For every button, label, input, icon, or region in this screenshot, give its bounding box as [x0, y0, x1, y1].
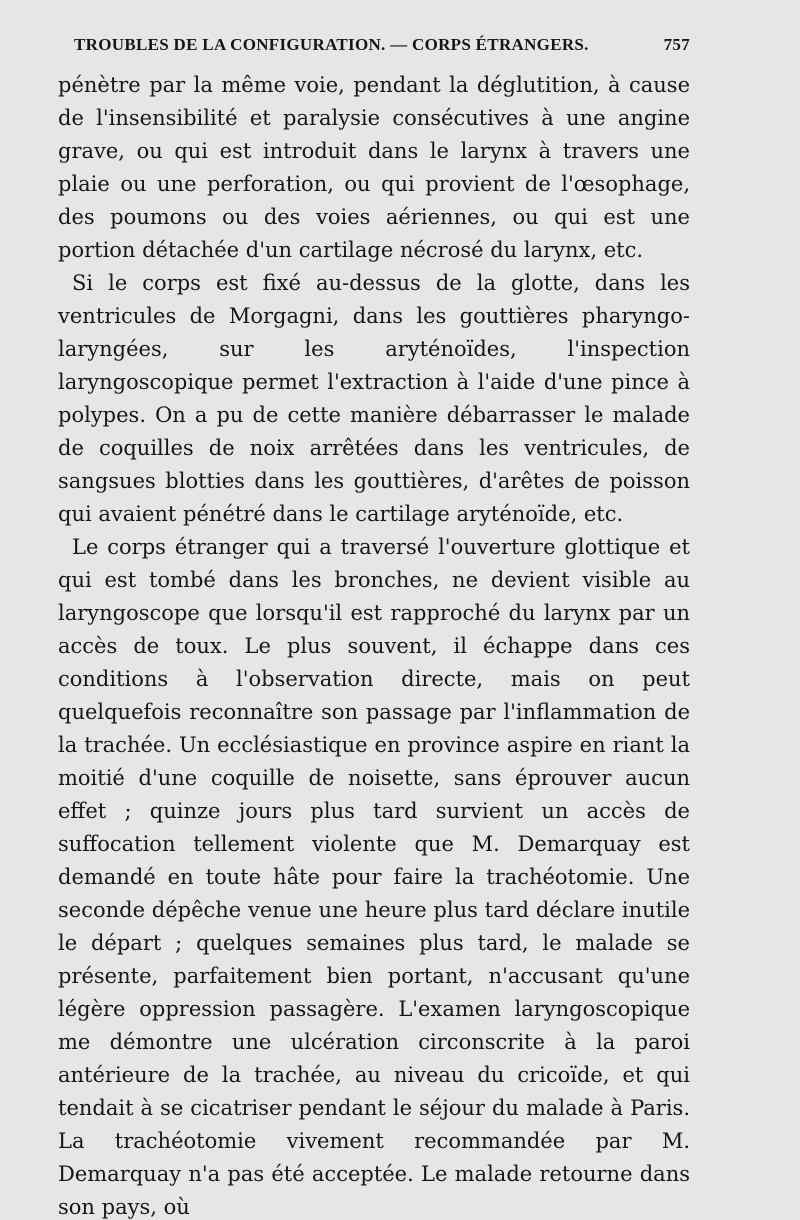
- page-header: [74, 35, 690, 59]
- paragraph-laryngoscopic-extraction: Si le corps est fixé au-dessus de la glotte, dans les ventricules de Morgagni, dans les gouttières pharyngo-laryngées, sur les aryténoïdes, l'inspection laryngoscopique permet l'extraction à l'aide d'une pince à polypes. On a pu de cette manière débarrasser le malade de coquilles de noix arrêtées dans les ventricules, de sangsues blotties dans les gouttières, d'arêtes de poisson qui avaient pénétré dans le cartilage aryténoïde, etc.: [58, 271, 690, 526]
- paragraph-continuation: pénètre par la même voie, pendant la déglutition, à cause de l'insensibilité et paralysie consécutives à une angine grave, ou qui est introduit dans le larynx à travers une plaie ou une perforation, ou qui provient de l'œsophage, des poumons ou des voies aériennes, ou qui est une portion détachée d'un cartilage nécrosé du larynx, etc.: [58, 73, 690, 262]
- body-text: [58, 69, 690, 1220]
- page-number: 757: [663, 35, 690, 54]
- running-title: TROUBLES DE LA CONFIGURATION. — CORPS ÉTRANGERS.: [74, 35, 589, 54]
- paragraph-bronchial-foreign-body: Le corps étranger qui a traversé l'ouverture glottique et qui est tombé dans les bronches, ne devient visible au laryngoscope que lorsqu'il est rapproché du larynx par un accès de toux. Le plus souvent, il échappe dans ces conditions à l'observation directe, mais on peut quelquefois reconnaître son passage par l'inflammation de la trachée. Un ecclésiastique en province aspire en riant la moitié d'une coquille de noisette, sans éprouver aucun effet ; quinze jours plus tard survient un accès de suffocation tellement violente que M. Demarquay est demandé en toute hâte pour faire la trachéotomie. Une seconde dépêche venue une heure plus tard déclare inutile le départ ; quelques semaines plus tard, le malade se présente, parfaitement bien portant, n'accusant qu'une légère oppression passagère. L'examen laryngoscopique me démontre une ulcération circonscrite à la paroi antérieure de la trachée, au niveau du cricoïde, et qui tendait à se cicatriser pendant le séjour du malade à Paris. La trachéotomie vivement recommandée par M. Demarquay n'a pas été acceptée. Le malade retourne dans son pays, où: [58, 535, 690, 1219]
